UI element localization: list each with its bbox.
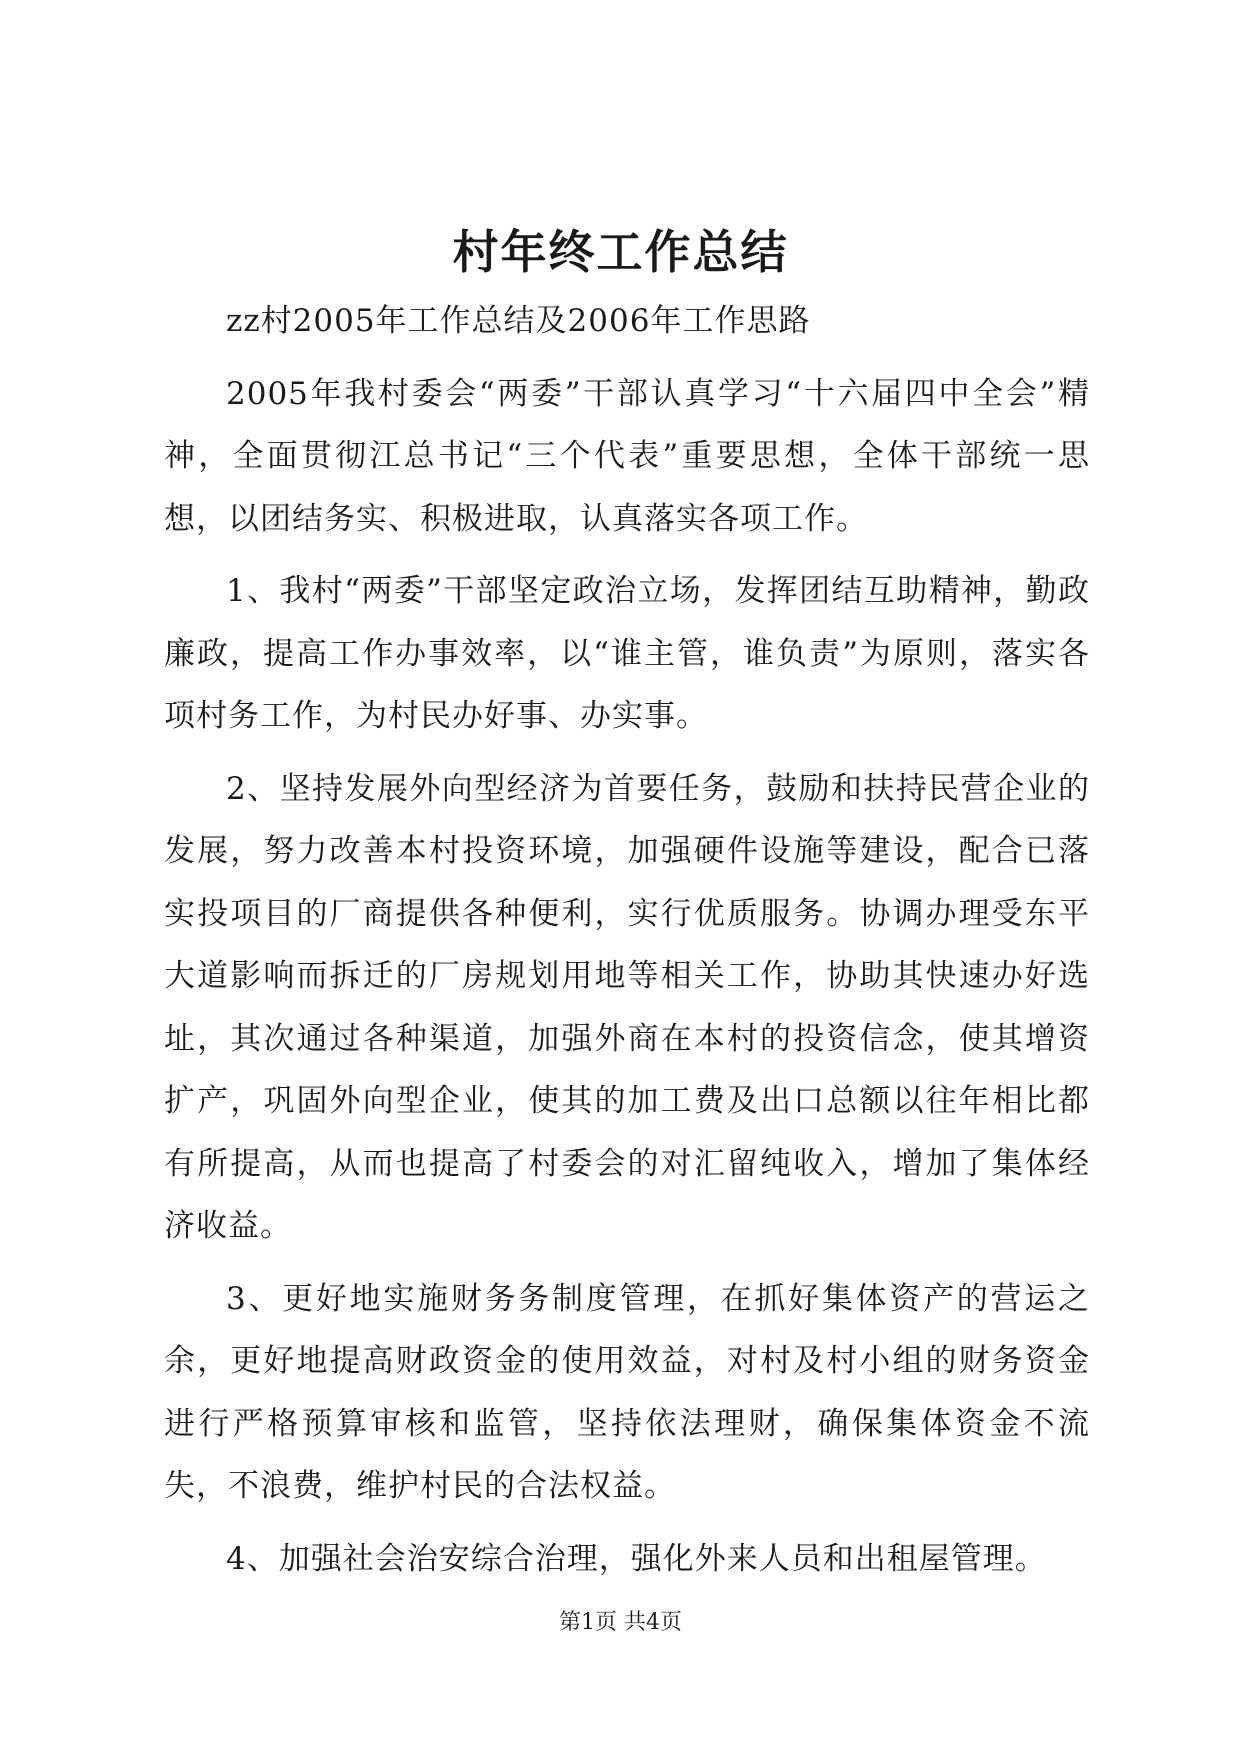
document-body: [164, 290, 1090, 1600]
page-footer: [0, 1608, 1241, 1638]
item-3-paragraph: 3、更好地实施财务务制度管理，在抓好集体资产的营运之余，更好地提高财政资金的使用效益，对村及村小组的财务资金进行严格预算审核和监管，坚持依法理财，确保集体资金不流失，不浪费，维护村民的合法权益。: [164, 1280, 1090, 1504]
document-title: 村年终工作总结: [452, 225, 789, 279]
item-4-paragraph: 4、加强社会治安综合治理，强化外来人员和出租屋管理。: [226, 1540, 1047, 1577]
intro-paragraph: 2005年我村委会“两委”干部认真学习“十六届四中全会”精神，全面贯彻江总书记“三个代表”重要思想，全体干部统一思想，以团结务实、积极进取，认真落实各项工作。: [164, 375, 1090, 537]
item-2-paragraph: 2、坚持发展外向型经济为首要任务，鼓励和扶持民营企业的发展，努力改善本村投资环境，加强硬件设施等建设，配合已落实投项目的厂商提供各种便利，实行优质服务。协调办理受东平大道影响而拆迁的厂房规划用地等相关工作，协助其快速办好选址，其次通过各种渠道，加强外商在本村的投资信念，使其增资扩产，巩固外向型企业，使其的加工费及出口总额以往年相比都有所提高，从而也提高了村委会的对汇留纯收入，增加了集体经济收益。: [164, 770, 1090, 1244]
item-1-paragraph: 1、我村“两委”干部坚定政治立场，发挥团结互助精神，勤政廉政，提高工作办事效率，以“谁主管，谁负责”为原则，落实各项村务工作，为村民办好事、办实事。: [164, 573, 1090, 734]
subtitle-paragraph: zz村2005年工作总结及2006年工作思路: [226, 303, 811, 339]
page-indicator: 第1页 共4页: [559, 1610, 682, 1635]
